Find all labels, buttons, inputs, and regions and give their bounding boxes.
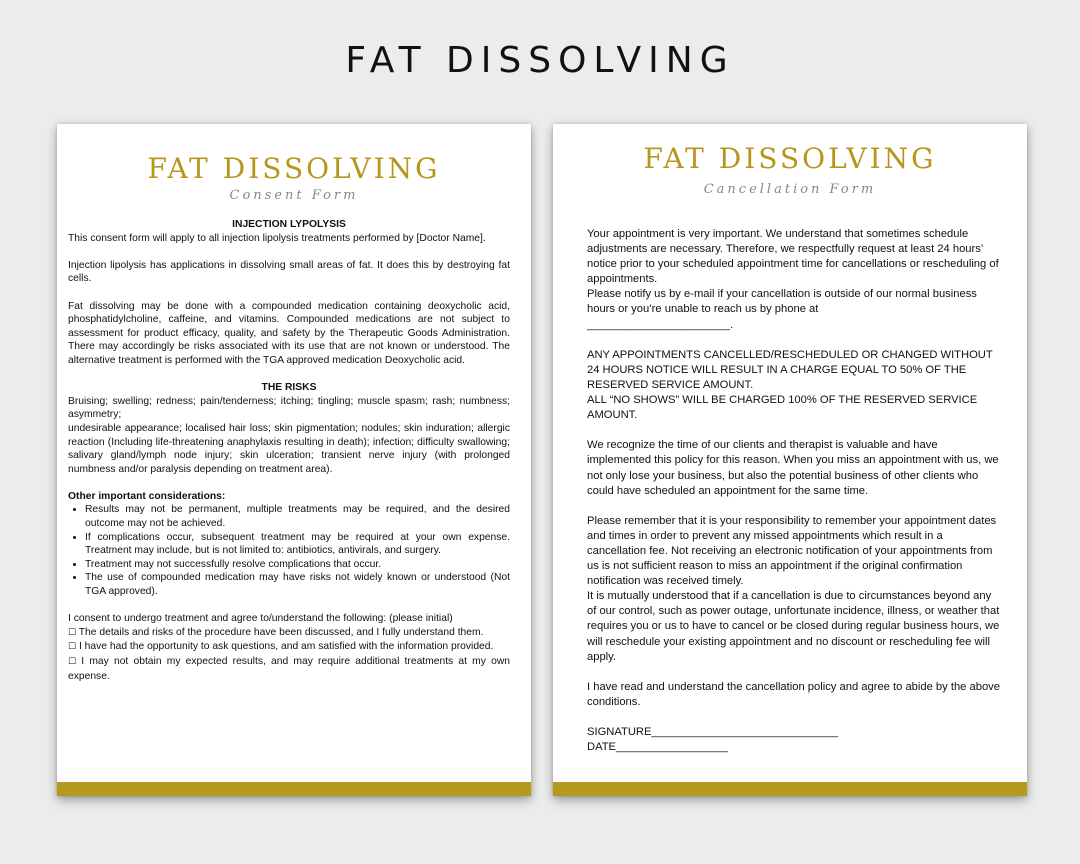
cancellation-form-body	[587, 227, 1001, 755]
cancellation-paragraph: Your appointment is very important. We understand that sometimes schedule adjustments are necessary. Therefore, we respectfully request at least 24 hours’ notice prior to your scheduled appointment time for cancellations or rescheduling of appointments.	[587, 228, 999, 286]
main-title: FAT DISSOLVING	[345, 40, 735, 81]
notify-text: Please notify us by e-mail if your cancellation is outside of our normal business hours or you’re unable to reach us by phone at	[587, 288, 977, 316]
cancellation-paragraph: We recognize the time of our clients and therapist is valuable and have implemented this policy for this reason. When you miss an appointment with us, we not only lose your business, but also the potential business of other clients who could have scheduled an appointment for the same time.	[587, 439, 999, 497]
consideration-item: • Treatment may not successfully resolve complications that occur.	[85, 558, 510, 572]
consent-form-body	[68, 218, 510, 683]
checkbox-icon[interactable]: ☐	[68, 627, 77, 638]
consideration-item: • Results may not be permanent, multiple treatments may be required, and the desired outcome may not be achieved.	[85, 503, 510, 530]
cancellation-form-subheading: Cancellation Form	[703, 182, 877, 197]
considerations-title: Other important considerations:	[68, 490, 226, 502]
check-label: I have had the opportunity to ask questions, and am satisfied with the information provided.	[78, 641, 494, 653]
cancellation-paragraph: Please remember that it is your responsibility to remember your appointment dates and times in order to prevent any missed appointments which result in a cancellation fee. Not receiving an electronic notification of your appointments from us is not sufficient reason to miss an appointment if the original confirmation notification was received timely.	[587, 514, 997, 588]
agreement-paragraph: I have read and understand the cancellation policy and agree to abide by the above conditions.	[587, 680, 1000, 708]
cancellation-notice: ANY APPOINTMENTS CANCELLED/RESCHEDULED OR CHANGED WITHOUT 24 HOURS NOTICE WILL RESULT IN A CHARGE EQUAL TO 50% OF THE RESERVED SERVICE AMOUNT.	[587, 348, 993, 391]
consent-check-item	[68, 655, 510, 683]
check-label: The details and risks of the procedure have been discussed, and I fully understand them.	[78, 626, 484, 638]
consent-paragraph: Injection lipolysis has applications in dissolving small areas of fat. It does this by destroying fat cells.	[68, 259, 510, 285]
consent-paragraph: Fat dissolving may be done with a compounded medication containing deoxycholic acid, phosphatidylcholine, caffeine, and vitamins. Compounded medications are not subject to assessment for product efficacy, quality, and safety by the Therapeutic Goods Administration. There may accordingly be risks associated with its use that are not known or understood. The alternative treatment is performed with the TGA approved medication Deoxycholic acid.	[68, 300, 510, 366]
signature-field[interactable]: SIGNATURE______________________________	[587, 726, 839, 739]
checkbox-icon[interactable]: ☐	[68, 642, 77, 653]
risks-title: THE RISKS	[261, 382, 317, 394]
consideration-item: • The use of compounded medication may have risks not widely known or understood (Not TGA approved).	[85, 571, 510, 598]
consent-form-subheading: Consent Form	[229, 188, 359, 203]
cancellation-paragraph: It is mutually understood that if a cancellation is due to circumstances beyond any of our control, such as power outage, unfortunate incidence, illness, or weather that requires you or us to have to cancel or be closed during regular business hours, we will reschedule your existing appointment and no discount or rescheduling fee will apply.	[587, 590, 1000, 663]
consent-check-item	[68, 626, 510, 641]
consent-intro: I consent to undergo treatment and agree to/understand the following: (please initial)	[68, 613, 453, 625]
no-show-notice: ALL “NO SHOWS” WILL BE CHARGED 100% OF THE RESERVED SERVICE AMOUNT.	[587, 394, 978, 422]
consent-form-page	[57, 124, 531, 796]
consent-check-item	[68, 640, 510, 655]
risks-paragraph: undesirable appearance; localised hair loss; skin pigmentation; nodules; skin induration; allergic reaction (Including life-threatening anaphylaxis resulting in death); infection; difficulty swallowing; salivary gland/lymph node injury; skin ulceration; transient nerve injury (with prolonged numbness and/or paralysis depending on treatment area).	[68, 422, 510, 475]
check-label: I may not obtain my expected results, and may require additional treatments at my own expense.	[68, 656, 510, 682]
consent-paragraph: This consent form will apply to all injection lipolysis treatments performed by [Doctor Name].	[68, 232, 486, 244]
consent-form-heading: FAT DISSOLVING	[147, 152, 441, 185]
checkbox-icon[interactable]: ☐	[68, 657, 77, 667]
cancellation-form-page	[553, 124, 1027, 796]
consideration-item: • If complications occur, subsequent treatment may be required at your own expense. Treatment may include, but is not limited to: antibiotics, antivirals, and surgery.	[85, 531, 510, 558]
risks-paragraph: Bruising; swelling; redness; pain/tenderness; itching; tingling; muscle spasm; rash; numbness; asymmetry;	[68, 395, 510, 421]
gold-footer-bar	[553, 782, 1027, 796]
injection-title: INJECTION LYPOLYSIS	[232, 219, 346, 230]
phone-blank[interactable]: _______________________.	[587, 318, 734, 331]
considerations-list	[68, 503, 510, 598]
cancellation-paragraph	[587, 287, 1001, 332]
date-field[interactable]: DATE__________________	[587, 741, 729, 754]
cancellation-form-heading: FAT DISSOLVING	[643, 142, 937, 175]
gold-footer-bar	[57, 782, 531, 796]
